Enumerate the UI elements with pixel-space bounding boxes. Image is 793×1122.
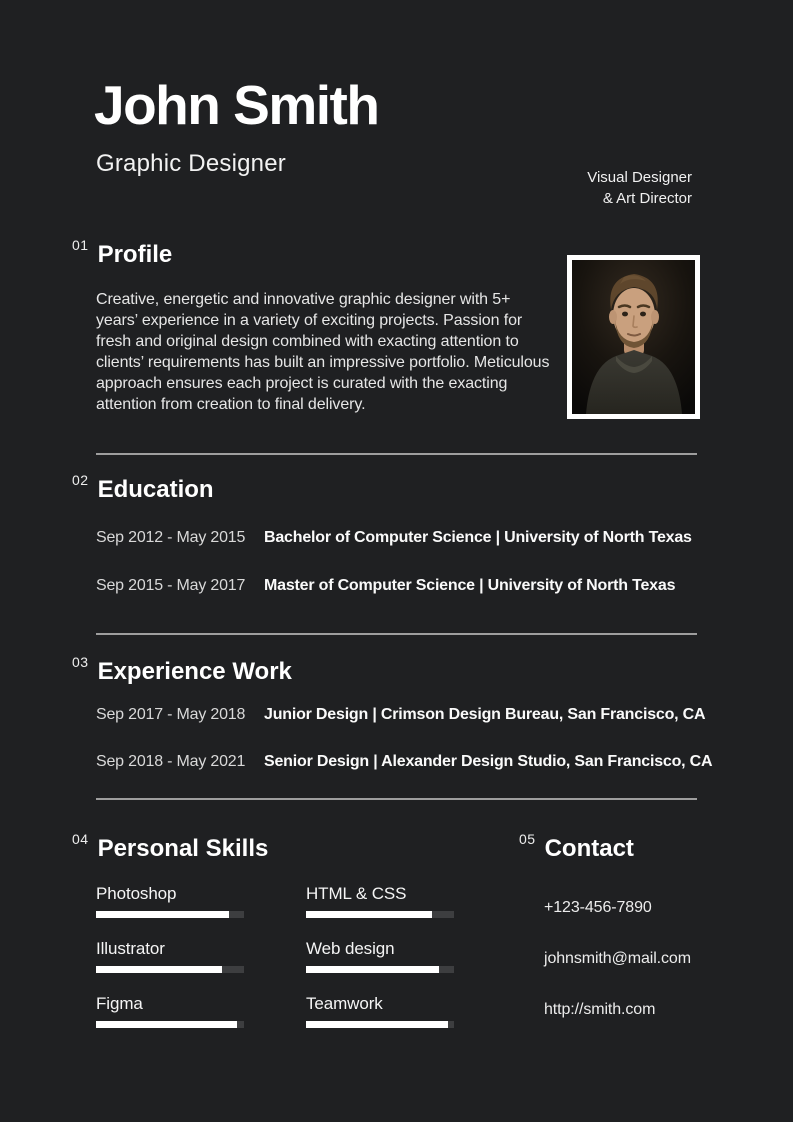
experience-dates: Sep 2017 - May 2018 (96, 706, 246, 723)
skill-label: HTML & CSS (306, 884, 407, 903)
skill-item (96, 994, 244, 1028)
skill-label: Photoshop (96, 884, 177, 903)
section-header-experience (72, 654, 292, 685)
skill-bar-fill (306, 1021, 448, 1028)
contact-list (544, 899, 691, 1052)
skill-bar-fill (96, 966, 222, 973)
section-header-contact (519, 831, 634, 862)
skill-bar-track (96, 911, 244, 918)
skill-item (306, 884, 454, 918)
tagline-line-1: Visual Designer (587, 169, 692, 186)
contact-email[interactable]: johnsmith@mail.com (544, 950, 691, 967)
section-header-profile (72, 237, 173, 268)
experience-role: Senior Design | Alexander Design Studio, San Francisco, CA (264, 753, 713, 770)
portrait-photo-illustration (572, 260, 695, 414)
education-degree: Master of Computer Science | University of North Texas (264, 577, 676, 594)
skill-label: Web design (306, 939, 395, 958)
skill-bar-fill (96, 1021, 237, 1028)
section-number-education: 02 (72, 472, 89, 488)
section-number-skills: 04 (72, 831, 89, 847)
skill-bar-track (306, 1021, 454, 1028)
education-degree: Bachelor of Computer Science | University of North Texas (264, 529, 692, 546)
section-number-profile: 01 (72, 237, 89, 253)
contact-website[interactable]: http://smith.com (544, 1001, 656, 1018)
skill-label: Teamwork (306, 994, 383, 1013)
portrait-photo (567, 255, 700, 419)
skills-column-left (96, 884, 244, 1049)
skill-item (96, 884, 244, 918)
person-name: John Smith (94, 74, 379, 136)
skill-bar-track (96, 1021, 244, 1028)
skill-bar-track (96, 966, 244, 973)
skill-item (306, 994, 454, 1028)
divider (96, 633, 697, 635)
education-dates: Sep 2012 - May 2015 (96, 529, 246, 546)
divider (96, 453, 697, 455)
skill-bar-fill (306, 911, 432, 918)
skills-column-right (306, 884, 454, 1049)
section-header-education (72, 472, 214, 503)
divider (96, 798, 697, 800)
education-entry (96, 529, 692, 547)
job-title: Graphic Designer (96, 150, 286, 177)
skill-item (96, 939, 244, 973)
experience-entry (96, 706, 705, 724)
skill-bar-track (306, 911, 454, 918)
experience-role: Junior Design | Crimson Design Bureau, San Francisco, CA (264, 706, 706, 723)
education-entry (96, 577, 675, 595)
education-dates: Sep 2015 - May 2017 (96, 577, 246, 594)
tagline-line-2: & Art Director (602, 190, 692, 207)
section-title-contact: Contact (544, 835, 634, 862)
section-title-profile: Profile (97, 241, 173, 268)
section-number-contact: 05 (519, 831, 536, 847)
experience-dates: Sep 2018 - May 2021 (96, 753, 246, 770)
contact-phone[interactable]: +123-456-7890 (544, 899, 652, 916)
tagline (587, 167, 692, 209)
section-number-experience: 03 (72, 654, 89, 670)
skill-bar-fill (96, 911, 229, 918)
skill-bar-fill (306, 966, 439, 973)
section-title-experience: Experience Work (97, 658, 292, 685)
skill-bar-track (306, 966, 454, 973)
skill-item (306, 939, 454, 973)
section-title-skills: Personal Skills (97, 835, 269, 862)
profile-summary-text: Creative, energetic and innovative graphic designer with 5+ years’ experience in a variety of exciting projects. Passion for fresh and original design combined with exacting attention to clients’ requirements has built an impressive portfolio. Meticulous approach ensures each project is curated with the exacting attention from creation to final delivery. (96, 291, 550, 413)
experience-entry (96, 753, 712, 771)
skill-label: Illustrator (96, 939, 165, 958)
section-title-education: Education (97, 476, 214, 503)
section-header-skills (72, 831, 269, 862)
skill-label: Figma (96, 994, 143, 1013)
